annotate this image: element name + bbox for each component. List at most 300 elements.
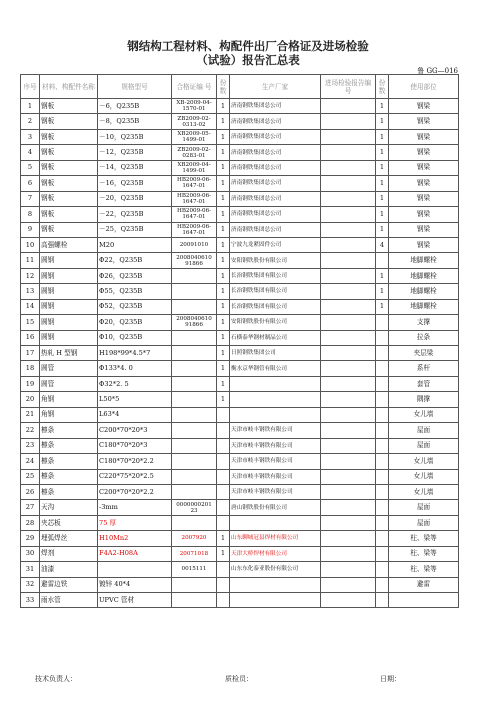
row-qty: 1 — [217, 176, 230, 191]
row-spec: UPVC 管材 — [98, 593, 172, 608]
row-report — [321, 160, 376, 175]
table-row — [21, 531, 459, 546]
row-spec: －22，Q235B — [98, 207, 172, 222]
row-use: 女儿墙 — [389, 469, 459, 484]
row-qty2 — [376, 253, 389, 268]
row-maker: 济南钢铁集团总公司 — [230, 114, 321, 129]
table-row — [21, 114, 459, 129]
row-use: 女儿墙 — [389, 454, 459, 469]
row-name: 圆钢 — [40, 299, 98, 314]
row-seq: 8 — [21, 207, 40, 222]
row-spec: －20，Q235B — [98, 191, 172, 206]
row-qty2: 1 — [376, 114, 389, 129]
row-seq: 12 — [21, 268, 40, 283]
date-label: 日期： — [380, 675, 401, 683]
row-maker: 天津市岐丰钢铁有限公司 — [230, 469, 321, 484]
row-use: 屋面 — [389, 500, 459, 515]
row-qty: 1 — [217, 207, 230, 222]
row-name: 焊剂 — [40, 546, 98, 561]
row-qty — [217, 500, 230, 515]
row-cert — [172, 577, 217, 592]
row-report — [321, 423, 376, 438]
row-report — [321, 469, 376, 484]
row-cert — [172, 438, 217, 453]
table-row — [21, 515, 459, 530]
table-row — [21, 407, 459, 422]
row-maker: 长治钢铁集团有限公司 — [230, 284, 321, 299]
table-row — [21, 268, 459, 283]
row-report — [321, 438, 376, 453]
row-qty — [217, 515, 230, 530]
table-row — [21, 546, 459, 561]
row-name: 钢板 — [40, 129, 98, 144]
table-row — [21, 315, 459, 330]
header-name: 材料、构配件名称 — [40, 75, 98, 99]
row-report — [321, 268, 376, 283]
row-name: 钢板 — [40, 99, 98, 114]
table-row — [21, 376, 459, 391]
row-name: 天沟 — [40, 500, 98, 515]
row-cert: XB2009-05-1499-01 — [172, 129, 217, 144]
row-qty2: 1 — [376, 268, 389, 283]
row-use: 柱、梁等 — [389, 546, 459, 561]
row-maker: 山东聊城冠县焊材有限公司 — [230, 531, 321, 546]
row-seq: 27 — [21, 500, 40, 515]
table-header-row — [21, 75, 459, 99]
row-name: 钢板 — [40, 176, 98, 191]
row-spec: －6，Q235B — [98, 99, 172, 114]
row-qty — [217, 407, 230, 422]
table-row — [21, 423, 459, 438]
row-maker: 安阳钢铁股份有限公司 — [230, 315, 321, 330]
row-name: 圆钢 — [40, 268, 98, 283]
row-qty2: 1 — [376, 129, 389, 144]
row-name: 热轧 H 型钢 — [40, 346, 98, 361]
row-spec: M20 — [98, 237, 172, 252]
row-report — [321, 237, 376, 252]
row-report — [321, 484, 376, 499]
row-name: 檩条 — [40, 423, 98, 438]
row-name: 圆钢 — [40, 315, 98, 330]
row-use: 套管 — [389, 376, 459, 391]
row-seq: 23 — [21, 438, 40, 453]
row-use: 拉条 — [389, 330, 459, 345]
row-cert — [172, 361, 217, 376]
row-report — [321, 376, 376, 391]
row-spec: C200*70*20*3 — [98, 423, 172, 438]
row-name: 钢板 — [40, 145, 98, 160]
table-row — [21, 176, 459, 191]
row-qty2: 4 — [376, 237, 389, 252]
row-qty: 1 — [217, 191, 230, 206]
row-qty: 1 — [217, 129, 230, 144]
row-report — [321, 330, 376, 345]
row-use: 隅撑 — [389, 392, 459, 407]
row-spec: －25，Q235B — [98, 222, 172, 237]
table-row — [21, 454, 459, 469]
table-row — [21, 253, 459, 268]
row-qty — [217, 577, 230, 592]
row-cert — [172, 407, 217, 422]
row-maker — [230, 376, 321, 391]
row-maker: 天津市岐丰钢铁有限公司 — [230, 454, 321, 469]
row-use: 柱、梁等 — [389, 562, 459, 577]
row-maker: 济南钢铁集团总公司 — [230, 99, 321, 114]
row-qty2 — [376, 346, 389, 361]
table-row — [21, 500, 459, 515]
row-qty2 — [376, 454, 389, 469]
row-spec: C200*70*20*2.2 — [98, 484, 172, 499]
row-report — [321, 284, 376, 299]
row-maker: 济南钢铁集团总公司 — [230, 176, 321, 191]
row-use: 女儿墙 — [389, 407, 459, 422]
row-spec: －12，Q235B — [98, 145, 172, 160]
header-report: 进场检验报告编号 — [321, 75, 376, 99]
row-maker — [230, 392, 321, 407]
row-use: 钢梁 — [389, 160, 459, 175]
row-qty2 — [376, 562, 389, 577]
row-report — [321, 500, 376, 515]
row-cert: XB-2009-04-1570-01 — [172, 99, 217, 114]
row-report — [321, 207, 376, 222]
row-qty2 — [376, 423, 389, 438]
row-spec: H198*99*4.5*7 — [98, 346, 172, 361]
row-maker: 唐山钢铁股份有限公司 — [230, 500, 321, 515]
row-seq: 33 — [21, 593, 40, 608]
row-seq: 30 — [21, 546, 40, 561]
row-cert: 2008040610 91866 — [172, 315, 217, 330]
row-cert: 2008040610 91866 — [172, 253, 217, 268]
row-name: 避雷边铁 — [40, 577, 98, 592]
row-cert: HB2009-06-1647-01 — [172, 191, 217, 206]
row-report — [321, 315, 376, 330]
row-qty2: 1 — [376, 222, 389, 237]
row-qty2 — [376, 531, 389, 546]
row-seq: 28 — [21, 515, 40, 530]
row-qty: 1 — [217, 99, 230, 114]
table-row — [21, 330, 459, 345]
row-maker: 天津市岐丰钢铁有限公司 — [230, 423, 321, 438]
row-use: 地脚螺栓 — [389, 268, 459, 283]
row-qty — [217, 593, 230, 608]
row-name: 钢板 — [40, 114, 98, 129]
row-qty2 — [376, 407, 389, 422]
row-spec: Φ20，Q235B — [98, 315, 172, 330]
row-name: 檩条 — [40, 438, 98, 453]
inspector-label: 质检员： — [225, 675, 253, 683]
row-maker: 安阳钢铁股份有限公司 — [230, 253, 321, 268]
table-row — [21, 99, 459, 114]
row-qty2 — [376, 392, 389, 407]
row-cert — [172, 484, 217, 499]
row-qty: 1 — [217, 299, 230, 314]
row-qty — [217, 423, 230, 438]
row-spec: C180*70*20*3 — [98, 438, 172, 453]
row-qty2 — [376, 376, 389, 391]
row-seq: 20 — [21, 392, 40, 407]
row-seq: 18 — [21, 361, 40, 376]
document-subtitle: （试验）报告汇总表 — [196, 53, 300, 67]
row-qty: 1 — [217, 145, 230, 160]
row-qty — [217, 438, 230, 453]
row-cert — [172, 423, 217, 438]
row-seq: 15 — [21, 315, 40, 330]
row-cert — [172, 593, 217, 608]
table-row — [21, 469, 459, 484]
document-title: 钢结构工程材料、构配件出厂合格证及进场检验 — [127, 39, 369, 53]
table-row — [21, 577, 459, 592]
row-seq: 22 — [21, 423, 40, 438]
row-name: 钢板 — [40, 222, 98, 237]
row-name: 角钢 — [40, 407, 98, 422]
row-seq: 17 — [21, 346, 40, 361]
row-qty2 — [376, 515, 389, 530]
row-use: 避雷 — [389, 577, 459, 592]
row-name: 圆管 — [40, 376, 98, 391]
form-code: 鲁 GG—016 — [417, 67, 458, 75]
row-qty: 1 — [217, 253, 230, 268]
row-name: 高强螺栓 — [40, 237, 98, 252]
row-maker: 济南钢铁集团总公司 — [230, 191, 321, 206]
row-cert — [172, 299, 217, 314]
row-seq: 32 — [21, 577, 40, 592]
row-qty: 1 — [217, 376, 230, 391]
row-use — [389, 593, 459, 608]
row-name: 圆管 — [40, 361, 98, 376]
table-row — [21, 284, 459, 299]
row-qty: 1 — [217, 330, 230, 345]
table-row — [21, 361, 459, 376]
row-seq: 24 — [21, 454, 40, 469]
row-name: 檩条 — [40, 469, 98, 484]
table-row — [21, 346, 459, 361]
row-seq: 14 — [21, 299, 40, 314]
row-maker: 石横泰华钢材制品公司 — [230, 330, 321, 345]
row-cert — [172, 515, 217, 530]
row-name: 圆钢 — [40, 330, 98, 345]
row-use: 钢梁 — [389, 207, 459, 222]
row-name: 夹芯板 — [40, 515, 98, 530]
table-row — [21, 392, 459, 407]
row-report — [321, 392, 376, 407]
row-cert: HB2009-06-1647-01 — [172, 176, 217, 191]
row-spec: Φ55，Q235B — [98, 284, 172, 299]
row-use: 女儿墙 — [389, 484, 459, 499]
table-row — [21, 129, 459, 144]
row-name: 檩条 — [40, 454, 98, 469]
row-spec: C180*70*20*2.2 — [98, 454, 172, 469]
row-cert: 2007920 — [172, 531, 217, 546]
row-qty: 1 — [217, 392, 230, 407]
row-name: 钢板 — [40, 191, 98, 206]
row-maker: 济南钢铁集团总公司 — [230, 145, 321, 160]
row-qty: 1 — [217, 361, 230, 376]
row-cert — [172, 330, 217, 345]
row-qty2: 1 — [376, 207, 389, 222]
row-maker — [230, 407, 321, 422]
row-cert: ZB2009-02-0283-01 — [172, 145, 217, 160]
row-qty2 — [376, 484, 389, 499]
row-name: 檩条 — [40, 484, 98, 499]
row-spec: C220*75*20*2.5 — [98, 469, 172, 484]
row-name: 圆钢 — [40, 284, 98, 299]
row-report — [321, 99, 376, 114]
row-cert: HB2009-06-1647-01 — [172, 222, 217, 237]
row-spec: 75 厚 — [98, 515, 172, 530]
row-qty: 1 — [217, 237, 230, 252]
table-row — [21, 191, 459, 206]
row-use: 钢梁 — [389, 222, 459, 237]
row-use: 钢梁 — [389, 145, 459, 160]
row-report — [321, 454, 376, 469]
row-cert: 20071018 — [172, 546, 217, 561]
row-maker — [230, 515, 321, 530]
row-maker: 山东东化泰亚股份有限公司 — [230, 562, 321, 577]
row-qty2 — [376, 500, 389, 515]
row-cert — [172, 346, 217, 361]
row-qty2: 1 — [376, 191, 389, 206]
row-cert — [172, 268, 217, 283]
row-maker: 长治钢铁集团有限公司 — [230, 268, 321, 283]
row-spec: －16，Q235B — [98, 176, 172, 191]
row-cert: XB2009-04-1499-01 — [172, 160, 217, 175]
row-qty — [217, 562, 230, 577]
row-use: 钢梁 — [389, 191, 459, 206]
row-spec: L63*4 — [98, 407, 172, 422]
row-maker: 衡水京华钢管有限公司 — [230, 361, 321, 376]
table-row — [21, 222, 459, 237]
row-seq: 11 — [21, 253, 40, 268]
row-report — [321, 299, 376, 314]
row-spec: －8，Q235B — [98, 114, 172, 129]
row-qty2: 1 — [376, 176, 389, 191]
row-name: 雨水管 — [40, 593, 98, 608]
row-qty: 1 — [217, 114, 230, 129]
row-spec: F4A2-H08A — [98, 546, 172, 561]
row-spec: 镀锌 40*4 — [98, 577, 172, 592]
row-report — [321, 593, 376, 608]
row-seq: 7 — [21, 191, 40, 206]
row-maker: 济南钢铁集团总公司 — [230, 222, 321, 237]
row-spec: Φ10，Q235B — [98, 330, 172, 345]
row-qty: 1 — [217, 222, 230, 237]
row-qty — [217, 484, 230, 499]
row-qty2: 1 — [376, 299, 389, 314]
table-row — [21, 593, 459, 608]
table-row — [21, 562, 459, 577]
row-qty: 1 — [217, 315, 230, 330]
row-spec: H10Mn2 — [98, 531, 172, 546]
row-maker: 天津市岐丰钢铁有限公司 — [230, 484, 321, 499]
tech-lead-label: 技术负责人： — [35, 675, 77, 683]
row-maker: 日照钢铁集团公司 — [230, 346, 321, 361]
row-report — [321, 531, 376, 546]
row-report — [321, 222, 376, 237]
row-spec — [98, 562, 172, 577]
row-use: 屋面 — [389, 423, 459, 438]
row-qty2 — [376, 361, 389, 376]
row-name: 油漆 — [40, 562, 98, 577]
row-qty2 — [376, 546, 389, 561]
row-qty — [217, 454, 230, 469]
header-cert: 合格证编 号 — [172, 75, 217, 99]
row-spec: Φ22，Q235B — [98, 253, 172, 268]
row-use: 支撑 — [389, 315, 459, 330]
row-use: 系杆 — [389, 361, 459, 376]
row-seq: 19 — [21, 376, 40, 391]
row-seq: 25 — [21, 469, 40, 484]
row-report — [321, 145, 376, 160]
row-qty2 — [376, 330, 389, 345]
row-report — [321, 562, 376, 577]
row-seq: 5 — [21, 160, 40, 175]
row-qty2 — [376, 315, 389, 330]
row-cert — [172, 469, 217, 484]
row-spec: －14，Q235B — [98, 160, 172, 175]
row-seq: 10 — [21, 237, 40, 252]
row-spec: Φ133*4. 0 — [98, 361, 172, 376]
row-use: 屋面 — [389, 438, 459, 453]
row-report — [321, 253, 376, 268]
row-qty: 1 — [217, 160, 230, 175]
row-cert — [172, 284, 217, 299]
row-cert: 0000000201 23 — [172, 500, 217, 515]
row-cert: 0015111 — [172, 562, 217, 577]
summary-table — [20, 74, 459, 608]
row-report — [321, 191, 376, 206]
row-use: 钢梁 — [389, 176, 459, 191]
row-qty2: 1 — [376, 160, 389, 175]
row-seq: 16 — [21, 330, 40, 345]
row-report — [321, 407, 376, 422]
row-qty2: 1 — [376, 145, 389, 160]
row-seq: 21 — [21, 407, 40, 422]
row-qty: 1 — [217, 546, 230, 561]
row-name: 埋弧焊丝 — [40, 531, 98, 546]
row-seq: 31 — [21, 562, 40, 577]
row-maker — [230, 593, 321, 608]
table-body — [21, 99, 459, 608]
table-row — [21, 145, 459, 160]
row-qty2 — [376, 469, 389, 484]
row-report — [321, 176, 376, 191]
table-row — [21, 299, 459, 314]
row-qty2 — [376, 438, 389, 453]
header-qty: 份数 — [217, 75, 230, 99]
row-name: 钢板 — [40, 207, 98, 222]
table-row — [21, 160, 459, 175]
row-maker — [230, 577, 321, 592]
row-seq: 9 — [21, 222, 40, 237]
row-seq: 6 — [21, 176, 40, 191]
row-use: 钢梁 — [389, 99, 459, 114]
row-use: 钢梁 — [389, 129, 459, 144]
row-maker: 长治钢铁集团有限公司 — [230, 299, 321, 314]
table-row — [21, 207, 459, 222]
row-spec: Φ26，Q235B — [98, 268, 172, 283]
row-use: 钢梁 — [389, 114, 459, 129]
row-use: 地脚螺栓 — [389, 284, 459, 299]
row-qty — [217, 469, 230, 484]
row-maker: 济南钢铁集团总公司 — [230, 160, 321, 175]
row-seq: 13 — [21, 284, 40, 299]
header-seq: 序号 — [21, 75, 40, 99]
row-report — [321, 129, 376, 144]
row-name: 钢板 — [40, 160, 98, 175]
row-seq: 1 — [21, 99, 40, 114]
row-use: 夹层梁 — [389, 346, 459, 361]
row-cert: HB2009-06-1647-01 — [172, 207, 217, 222]
